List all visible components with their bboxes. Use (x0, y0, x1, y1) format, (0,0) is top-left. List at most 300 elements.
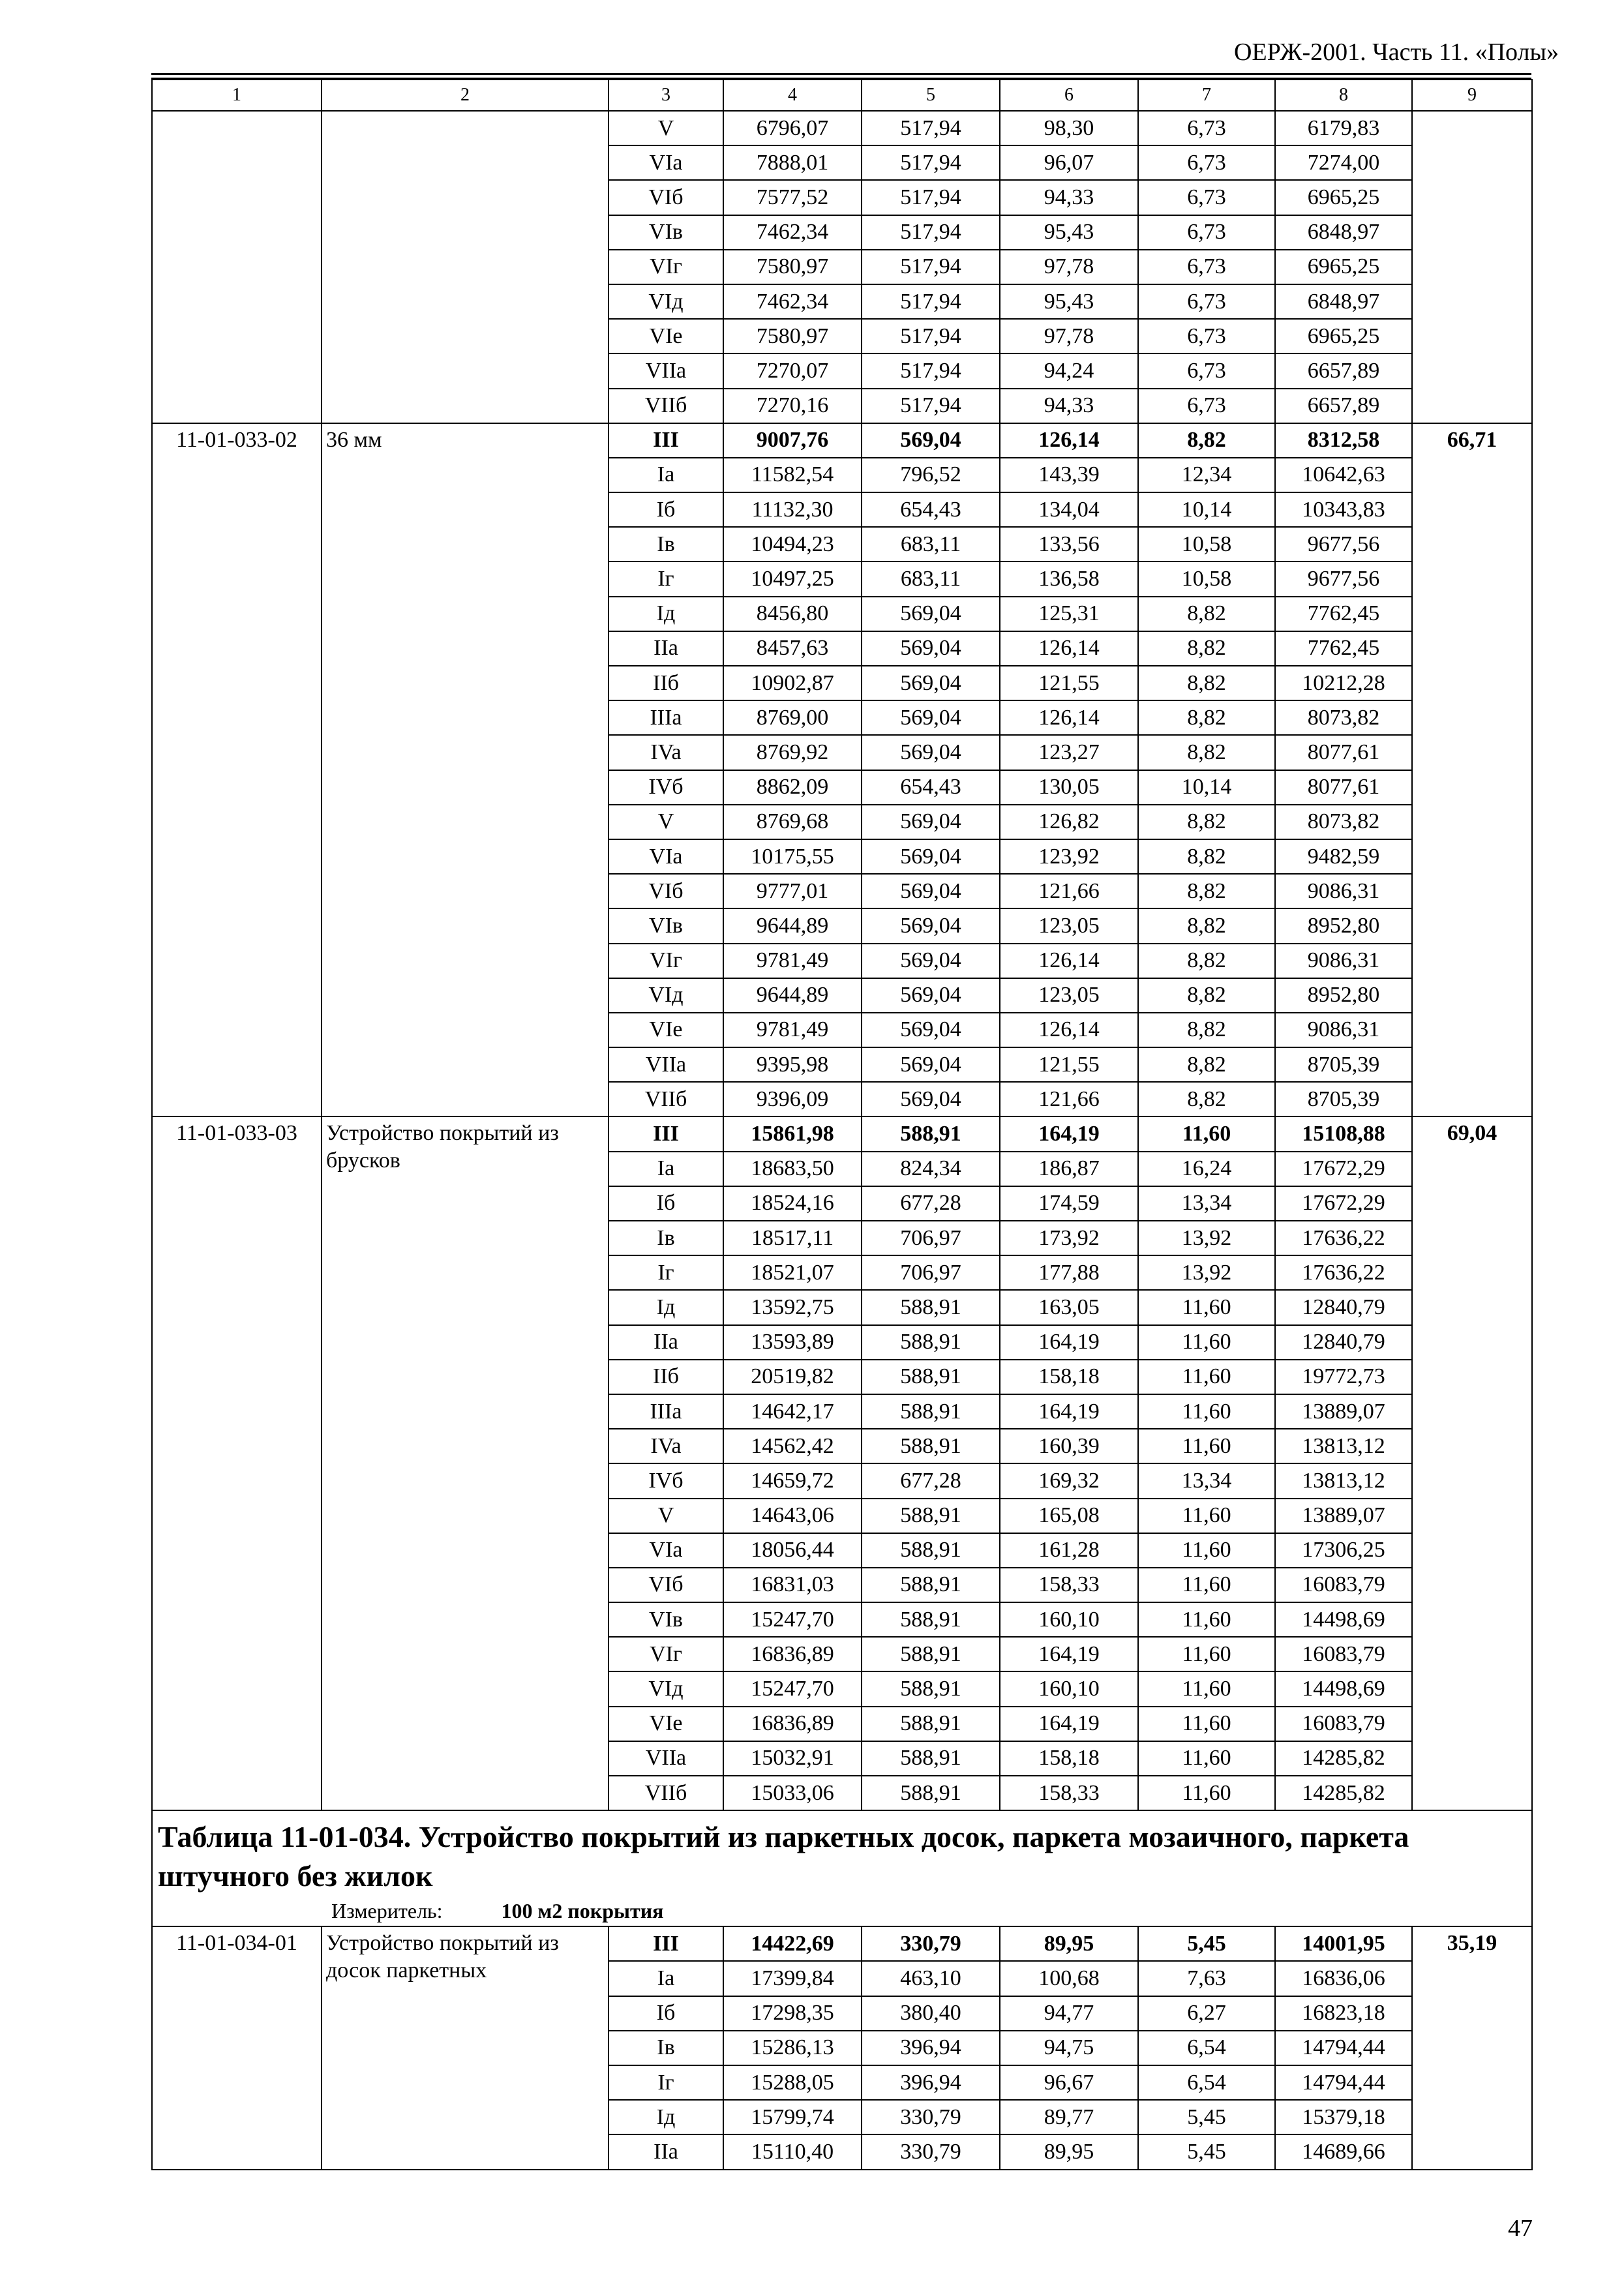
value-cell: 19772,73 (1275, 1360, 1412, 1394)
value-cell: 16836,89 (723, 1637, 862, 1671)
value-cell: 13889,07 (1275, 1394, 1412, 1429)
value-cell: 330,79 (862, 1926, 1000, 1961)
value-cell: VIд (609, 1671, 723, 1706)
value-cell: VIв (609, 1602, 723, 1637)
value-cell: 10,58 (1138, 527, 1275, 561)
value-cell: VIIa (609, 353, 723, 388)
value-cell: 126,14 (1000, 631, 1138, 666)
column-number: 7 (1138, 80, 1275, 111)
value-cell: 13813,12 (1275, 1429, 1412, 1463)
value-cell: 8073,82 (1275, 805, 1412, 839)
value-cell: 6,73 (1138, 145, 1275, 180)
value-cell: 126,14 (1000, 423, 1138, 458)
value-cell: VIIб (609, 1776, 723, 1810)
value-cell: 14498,69 (1275, 1602, 1412, 1637)
value-cell: 8,82 (1138, 735, 1275, 770)
value-cell: 15861,98 (723, 1116, 862, 1151)
value-cell: IIa (609, 631, 723, 666)
value-cell: IIб (609, 666, 723, 700)
column-number: 9 (1412, 80, 1532, 111)
value-cell: 9644,89 (723, 908, 862, 943)
value-cell: 396,94 (862, 2065, 1000, 2100)
value-cell: 14643,06 (723, 1499, 862, 1533)
value-cell: 9086,31 (1275, 944, 1412, 978)
value-cell: 11132,30 (723, 492, 862, 527)
code-cell: 11-01-033-03 (152, 1116, 322, 1810)
value-cell: III (609, 1116, 723, 1151)
value-cell: 160,10 (1000, 1602, 1138, 1637)
value-cell: 18521,07 (723, 1255, 862, 1290)
value-cell: 94,33 (1000, 180, 1138, 215)
value-cell: 12,34 (1138, 458, 1275, 492)
value-cell: Iв (609, 1221, 723, 1255)
value-cell: 15379,18 (1275, 2100, 1412, 2134)
value-cell: 6848,97 (1275, 284, 1412, 319)
value-cell: 683,11 (862, 527, 1000, 561)
value-cell: 588,91 (862, 1533, 1000, 1568)
measure-label: Измеритель: (331, 1899, 443, 1923)
value-cell: VIIб (609, 389, 723, 423)
value-cell: 16836,89 (723, 1707, 862, 1741)
value-cell: 8,82 (1138, 944, 1275, 978)
value-cell: 14794,44 (1275, 2031, 1412, 2065)
value-cell: 569,04 (862, 1047, 1000, 1082)
table-row (152, 423, 1532, 458)
value-cell: 569,04 (862, 666, 1000, 700)
value-cell: 10175,55 (723, 839, 862, 874)
value-cell: 569,04 (862, 874, 1000, 908)
value-cell: 11,60 (1138, 1602, 1275, 1637)
value-cell: 13,34 (1138, 1463, 1275, 1498)
value-cell: 9677,56 (1275, 527, 1412, 561)
value-cell: 10902,87 (723, 666, 862, 700)
value-cell: 16836,06 (1275, 1961, 1412, 1996)
value-cell: 14794,44 (1275, 2065, 1412, 2100)
value-cell: 126,14 (1000, 944, 1138, 978)
value-cell: 14285,82 (1275, 1741, 1412, 1776)
value-cell: 95,43 (1000, 215, 1138, 250)
value-cell: 186,87 (1000, 1152, 1138, 1186)
value-cell: 126,14 (1000, 700, 1138, 735)
value-cell: 569,04 (862, 631, 1000, 666)
code-cell: 11-01-034-01 (152, 1926, 322, 2169)
value-cell: 569,04 (862, 908, 1000, 943)
value-cell: 380,40 (862, 1996, 1000, 2031)
value-cell: 17298,35 (723, 1996, 862, 2031)
value-cell: 11,60 (1138, 1429, 1275, 1463)
value-cell: VIe (609, 319, 723, 353)
column-number: 3 (609, 80, 723, 111)
value-cell: 15108,88 (1275, 1116, 1412, 1151)
value-cell: 15286,13 (723, 2031, 862, 2065)
value-cell: 18524,16 (723, 1186, 862, 1221)
value-cell: 11,60 (1138, 1360, 1275, 1394)
value-cell: 174,59 (1000, 1186, 1138, 1221)
table-row (152, 111, 1532, 145)
value-cell: 8312,58 (1275, 423, 1412, 458)
value-cell: 7762,45 (1275, 597, 1412, 631)
value-cell: 7462,34 (723, 284, 862, 319)
page-number: 47 (1508, 2215, 1533, 2242)
value-cell: 17399,84 (723, 1961, 862, 1996)
value-cell: 18683,50 (723, 1152, 862, 1186)
value-cell: VIг (609, 250, 723, 284)
value-cell: 89,95 (1000, 2134, 1138, 2169)
value-cell: 796,52 (862, 458, 1000, 492)
value-cell: 8952,80 (1275, 978, 1412, 1013)
value-cell: 517,94 (862, 215, 1000, 250)
value-cell: 824,34 (862, 1152, 1000, 1186)
value-cell: Iг (609, 2065, 723, 2100)
value-cell: 126,82 (1000, 805, 1138, 839)
value-cell: 11,60 (1138, 1290, 1275, 1324)
value-cell: 169,32 (1000, 1463, 1138, 1498)
value-cell: 13813,12 (1275, 1463, 1412, 1498)
value-cell: 6,73 (1138, 111, 1275, 145)
rate-cell: 35,19 (1412, 1926, 1532, 2169)
value-cell: 8,82 (1138, 978, 1275, 1013)
value-cell: 95,43 (1000, 284, 1138, 319)
value-cell: 517,94 (862, 353, 1000, 388)
value-cell: 8,82 (1138, 666, 1275, 700)
value-cell: 14659,72 (723, 1463, 862, 1498)
value-cell: 9086,31 (1275, 1013, 1412, 1047)
value-cell: 8769,92 (723, 735, 862, 770)
value-cell: 9086,31 (1275, 874, 1412, 908)
value-cell: 6,73 (1138, 353, 1275, 388)
name-cell (322, 111, 609, 423)
column-number: 8 (1275, 80, 1412, 111)
measure-line (158, 1896, 1526, 1926)
value-cell: 9482,59 (1275, 839, 1412, 874)
value-cell: 11,60 (1138, 1776, 1275, 1810)
value-cell: 97,78 (1000, 250, 1138, 284)
value-cell: 17672,29 (1275, 1152, 1412, 1186)
value-cell: VIa (609, 1533, 723, 1568)
value-cell: 8,82 (1138, 631, 1275, 666)
value-cell: 15288,05 (723, 2065, 862, 2100)
value-cell: 160,10 (1000, 1671, 1138, 1706)
value-cell: 517,94 (862, 389, 1000, 423)
value-cell: 7580,97 (723, 319, 862, 353)
value-cell: 98,30 (1000, 111, 1138, 145)
measure-value: 100 м2 покрытия (501, 1899, 664, 1923)
value-cell: 588,91 (862, 1707, 1000, 1741)
value-cell: 8705,39 (1275, 1082, 1412, 1116)
value-cell: 6965,25 (1275, 250, 1412, 284)
value-cell: 164,19 (1000, 1637, 1138, 1671)
value-cell: 330,79 (862, 2134, 1000, 2169)
value-cell: 8952,80 (1275, 908, 1412, 943)
value-cell: 396,94 (862, 2031, 1000, 2065)
value-cell: 7462,34 (723, 215, 862, 250)
value-cell: VIг (609, 1637, 723, 1671)
value-cell: 15799,74 (723, 2100, 862, 2134)
value-cell: 9781,49 (723, 1013, 862, 1047)
value-cell: 165,08 (1000, 1499, 1138, 1533)
value-cell: IVб (609, 770, 723, 805)
code-cell: 11-01-033-02 (152, 423, 322, 1117)
value-cell: V (609, 805, 723, 839)
value-cell: IIб (609, 1360, 723, 1394)
value-cell: 5,45 (1138, 2100, 1275, 2134)
value-cell: 588,91 (862, 1394, 1000, 1429)
value-cell: 6,73 (1138, 319, 1275, 353)
value-cell: 15247,70 (723, 1602, 862, 1637)
value-cell: 14689,66 (1275, 2134, 1412, 2169)
name-cell: 36 мм (322, 423, 609, 1117)
running-header: ОЕРЖ-2001. Часть 11. «Полы» (1233, 38, 1559, 66)
value-cell: 10642,63 (1275, 458, 1412, 492)
value-cell: 15032,91 (723, 1741, 862, 1776)
value-cell: 136,58 (1000, 561, 1138, 596)
value-cell: 588,91 (862, 1499, 1000, 1533)
value-cell: 8705,39 (1275, 1047, 1412, 1082)
value-cell: 12840,79 (1275, 1290, 1412, 1324)
rate-cell (1412, 111, 1532, 423)
value-cell: VIд (609, 978, 723, 1013)
value-cell: 9007,76 (723, 423, 862, 458)
value-cell: 16,24 (1138, 1152, 1275, 1186)
value-cell: 121,66 (1000, 1082, 1138, 1116)
value-cell: 158,18 (1000, 1360, 1138, 1394)
value-cell: 10343,83 (1275, 492, 1412, 527)
value-cell: 11,60 (1138, 1671, 1275, 1706)
value-cell: 8,82 (1138, 1082, 1275, 1116)
value-cell: 6,73 (1138, 284, 1275, 319)
value-cell: 15110,40 (723, 2134, 862, 2169)
value-cell: 8,82 (1138, 805, 1275, 839)
value-cell: IIIa (609, 1394, 723, 1429)
value-cell: 125,31 (1000, 597, 1138, 631)
value-cell: 8769,00 (723, 700, 862, 735)
value-cell: Iб (609, 492, 723, 527)
header-rule (151, 73, 1531, 75)
value-cell: IIa (609, 2134, 723, 2169)
value-cell: 6,73 (1138, 250, 1275, 284)
value-cell: 13,92 (1138, 1255, 1275, 1290)
value-cell: 8,82 (1138, 874, 1275, 908)
value-cell: 15033,06 (723, 1776, 862, 1810)
value-cell: 588,91 (862, 1637, 1000, 1671)
rate-cell: 66,71 (1412, 423, 1532, 1117)
value-cell: 588,91 (862, 1429, 1000, 1463)
value-cell: 7888,01 (723, 145, 862, 180)
value-cell: 7270,07 (723, 353, 862, 388)
value-cell: 10,14 (1138, 770, 1275, 805)
value-cell: 6657,89 (1275, 389, 1412, 423)
value-cell: 11,60 (1138, 1741, 1275, 1776)
value-cell: IIa (609, 1325, 723, 1360)
value-cell: 97,78 (1000, 319, 1138, 353)
value-cell: 11,60 (1138, 1394, 1275, 1429)
value-cell: 9396,09 (723, 1082, 862, 1116)
value-cell: 11582,54 (723, 458, 862, 492)
value-cell: Iв (609, 527, 723, 561)
value-cell: 94,77 (1000, 1996, 1138, 2031)
value-cell: 569,04 (862, 700, 1000, 735)
value-cell: 18517,11 (723, 1221, 862, 1255)
value-cell: 13889,07 (1275, 1499, 1412, 1533)
table-title: Таблица 11-01-034. Устройство покрытий из паркетных досок, паркета мозаичного, паркета штучного без жилок (158, 1820, 1409, 1893)
column-number: 6 (1000, 80, 1138, 111)
value-cell: 161,28 (1000, 1533, 1138, 1568)
value-cell: Ia (609, 1961, 723, 1996)
rate-cell: 69,04 (1412, 1116, 1532, 1810)
value-cell: 6,73 (1138, 215, 1275, 250)
value-cell: VIIa (609, 1047, 723, 1082)
name-cell: Устройство покрытий из досок паркетных (322, 1926, 609, 2169)
value-cell: 11,60 (1138, 1533, 1275, 1568)
value-cell: 6657,89 (1275, 353, 1412, 388)
value-cell: 677,28 (862, 1186, 1000, 1221)
value-cell: Iб (609, 1996, 723, 2031)
value-cell: 8,82 (1138, 1013, 1275, 1047)
value-cell: 164,19 (1000, 1116, 1138, 1151)
value-cell: 11,60 (1138, 1499, 1275, 1533)
value-cell: 18056,44 (723, 1533, 862, 1568)
rates-table (151, 79, 1533, 2170)
value-cell: 89,77 (1000, 2100, 1138, 2134)
value-cell: Ia (609, 1152, 723, 1186)
value-cell: 17636,22 (1275, 1221, 1412, 1255)
value-cell: 173,92 (1000, 1221, 1138, 1255)
value-cell: 20519,82 (723, 1360, 862, 1394)
value-cell: 123,92 (1000, 839, 1138, 874)
value-cell: VIIa (609, 1741, 723, 1776)
value-cell: V (609, 1499, 723, 1533)
value-cell: 6179,83 (1275, 111, 1412, 145)
value-cell: 6,54 (1138, 2065, 1275, 2100)
value-cell: 706,97 (862, 1221, 1000, 1255)
value-cell: VIe (609, 1013, 723, 1047)
value-cell: 9395,98 (723, 1047, 862, 1082)
value-cell: VIб (609, 1568, 723, 1602)
value-cell: 14562,42 (723, 1429, 862, 1463)
value-cell: 11,60 (1138, 1707, 1275, 1741)
value-cell: 5,45 (1138, 1926, 1275, 1961)
value-cell: Iд (609, 1290, 723, 1324)
value-cell: 588,91 (862, 1360, 1000, 1394)
value-cell: 8077,61 (1275, 735, 1412, 770)
value-cell: IVa (609, 1429, 723, 1463)
value-cell: 6796,07 (723, 111, 862, 145)
value-cell: 134,04 (1000, 492, 1138, 527)
value-cell: 588,91 (862, 1290, 1000, 1324)
value-cell: Iв (609, 2031, 723, 2065)
value-cell: 654,43 (862, 492, 1000, 527)
code-cell (152, 111, 322, 423)
value-cell: 16823,18 (1275, 1996, 1412, 2031)
value-cell: 654,43 (862, 770, 1000, 805)
value-cell: 6848,97 (1275, 215, 1412, 250)
value-cell: Iд (609, 597, 723, 631)
value-cell: 517,94 (862, 180, 1000, 215)
value-cell: 6965,25 (1275, 319, 1412, 353)
value-cell: 7577,52 (723, 180, 862, 215)
value-cell: VIa (609, 839, 723, 874)
value-cell: 7762,45 (1275, 631, 1412, 666)
value-cell: 8862,09 (723, 770, 862, 805)
value-cell: 517,94 (862, 111, 1000, 145)
value-cell: 123,05 (1000, 978, 1138, 1013)
value-cell: 11,60 (1138, 1568, 1275, 1602)
value-cell: 10,14 (1138, 492, 1275, 527)
value-cell: 9644,89 (723, 978, 862, 1013)
value-cell: 569,04 (862, 597, 1000, 631)
value-cell: 588,91 (862, 1776, 1000, 1810)
value-cell: 8077,61 (1275, 770, 1412, 805)
value-cell: VIб (609, 180, 723, 215)
value-cell: 8769,68 (723, 805, 862, 839)
value-cell: 177,88 (1000, 1255, 1138, 1290)
value-cell: Iг (609, 1255, 723, 1290)
table-title-row (152, 1810, 1532, 1926)
value-cell: 96,07 (1000, 145, 1138, 180)
value-cell: 8456,80 (723, 597, 862, 631)
value-cell: 569,04 (862, 839, 1000, 874)
value-cell: VIг (609, 944, 723, 978)
column-numbers-row (152, 80, 1532, 111)
value-cell: 123,05 (1000, 908, 1138, 943)
value-cell: 7580,97 (723, 250, 862, 284)
value-cell: 8,82 (1138, 423, 1275, 458)
value-cell: 16083,79 (1275, 1637, 1412, 1671)
column-number: 4 (723, 80, 862, 111)
value-cell: VIa (609, 145, 723, 180)
value-cell: 6,54 (1138, 2031, 1275, 2065)
value-cell: 14422,69 (723, 1926, 862, 1961)
value-cell: 10497,25 (723, 561, 862, 596)
value-cell: 11,60 (1138, 1637, 1275, 1671)
value-cell: 163,05 (1000, 1290, 1138, 1324)
value-cell: 588,91 (862, 1568, 1000, 1602)
value-cell: 6,73 (1138, 180, 1275, 215)
value-cell: VIIб (609, 1082, 723, 1116)
value-cell: 463,10 (862, 1961, 1000, 1996)
value-cell: V (609, 111, 723, 145)
value-cell: 94,75 (1000, 2031, 1138, 2065)
value-cell: 96,67 (1000, 2065, 1138, 2100)
value-cell: 121,55 (1000, 1047, 1138, 1082)
value-cell: 126,14 (1000, 1013, 1138, 1047)
value-cell: 517,94 (862, 319, 1000, 353)
value-cell: IVa (609, 735, 723, 770)
value-cell: 13,92 (1138, 1221, 1275, 1255)
value-cell: 11,60 (1138, 1325, 1275, 1360)
value-cell: 133,56 (1000, 527, 1138, 561)
value-cell: 588,91 (862, 1325, 1000, 1360)
value-cell: III (609, 1926, 723, 1961)
value-cell: Ia (609, 458, 723, 492)
name-cell: Устройство покрытий из брусков (322, 1116, 609, 1810)
value-cell: 8,82 (1138, 1047, 1275, 1082)
value-cell: 10494,23 (723, 527, 862, 561)
value-cell: VIд (609, 284, 723, 319)
value-cell: IIIa (609, 700, 723, 735)
value-cell: 94,33 (1000, 389, 1138, 423)
value-cell: 588,91 (862, 1602, 1000, 1637)
value-cell: 8,82 (1138, 700, 1275, 735)
value-cell: 683,11 (862, 561, 1000, 596)
value-cell: 15247,70 (723, 1671, 862, 1706)
value-cell: 588,91 (862, 1116, 1000, 1151)
value-cell: 17672,29 (1275, 1186, 1412, 1221)
table-row (152, 1926, 1532, 1961)
value-cell: IVб (609, 1463, 723, 1498)
value-cell: 164,19 (1000, 1394, 1138, 1429)
value-cell: 569,04 (862, 1082, 1000, 1116)
